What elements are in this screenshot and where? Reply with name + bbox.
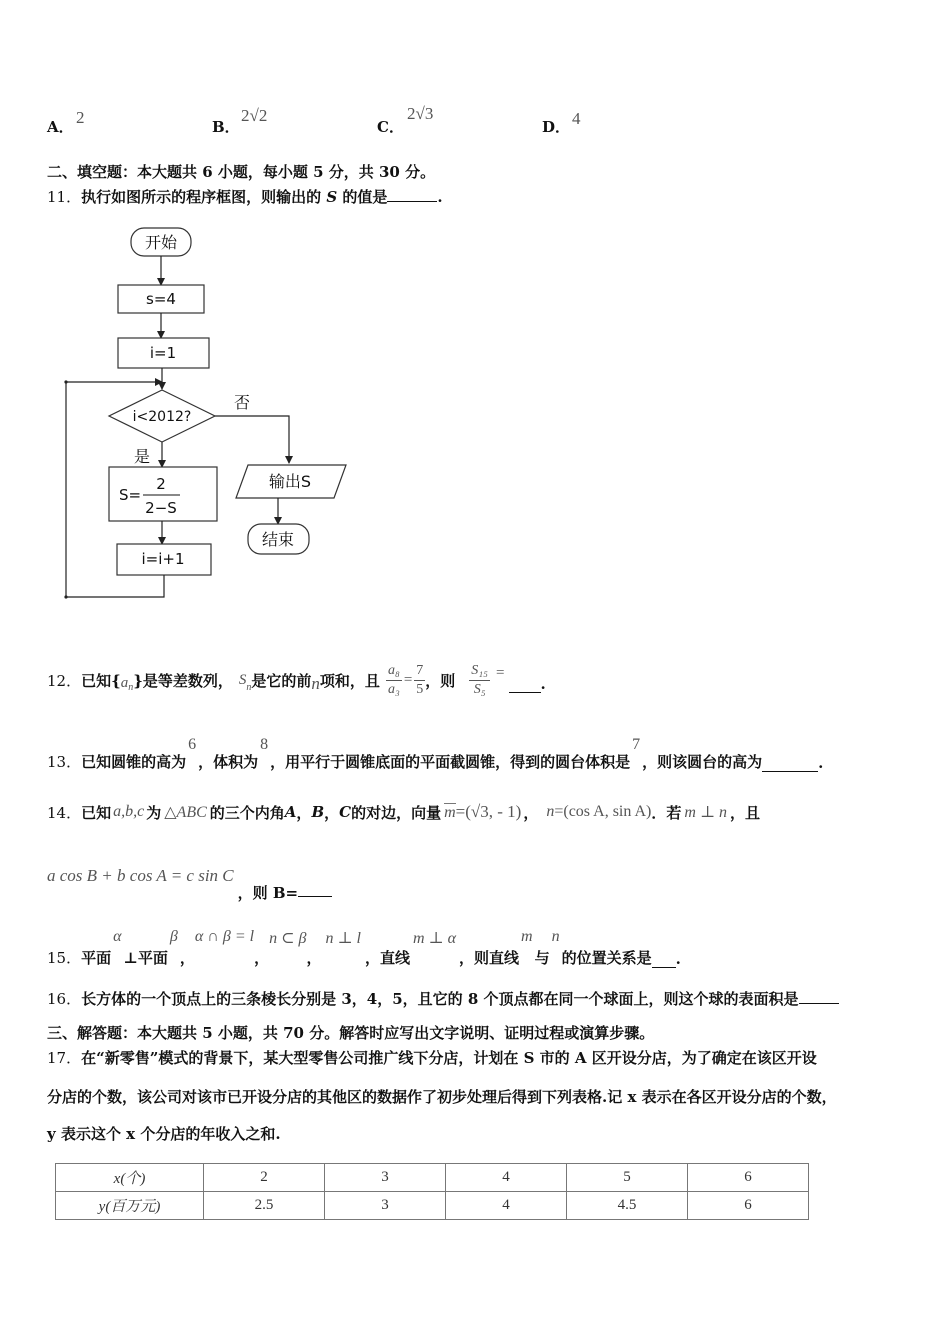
q12-frac2 [414, 662, 425, 699]
q15-alpha: α [113, 928, 122, 945]
q12-an: a [120, 674, 129, 691]
q14-equation: a cos B + b cos A = c sin C [47, 866, 234, 885]
option-d-value: 4 [572, 109, 581, 128]
table-cell: 4 [446, 1192, 567, 1220]
answer-blank [387, 187, 437, 202]
answer-blank [509, 678, 541, 693]
q15-period: . [675, 950, 681, 968]
assign-den: 2−S [145, 499, 177, 517]
q12-sn-sub: n [246, 681, 252, 693]
output-text: 输出S [268, 472, 312, 491]
q13-period: . [818, 754, 824, 772]
table-cell: 5 [567, 1164, 688, 1192]
assign-num: 2 [156, 475, 166, 493]
answer-blank [762, 757, 818, 772]
q14-text: ，则 B= [237, 884, 299, 902]
q12-eq: = [403, 671, 413, 688]
q14-vector-n-value: =(cos A, sin A) [554, 803, 652, 820]
option-d-label: D． [542, 118, 571, 136]
no-label: 否 [233, 393, 251, 412]
table-cell: 6 [688, 1164, 809, 1192]
option-a-label: A． [47, 118, 74, 136]
q14-perp: m ⊥ n [684, 804, 727, 821]
answer-blank [298, 882, 332, 897]
q14-text: ，且 [730, 803, 761, 822]
q12-sn: S [238, 671, 247, 688]
q15-perp-ma: m ⊥ α [413, 930, 456, 947]
q16-text: 长方体的一个顶点上的三条棱长分别是 3，4，5，且它的 8 个顶点都在同一个球面上，则这个球的表面积是 [81, 990, 799, 1008]
q15-text: ⊥平面 [123, 949, 168, 967]
q15-m: m [521, 928, 533, 945]
table-cell: 3 [325, 1192, 446, 1220]
q15-text: ，直线 [364, 949, 410, 967]
s-init-text: s=4 [146, 290, 176, 308]
q13-height: 6 [188, 736, 197, 753]
q12-period: . [540, 675, 546, 693]
q12-frac3 [469, 662, 490, 699]
q14-vector-m: m [444, 803, 456, 821]
answer-blank [652, 953, 676, 968]
question-number: 12． [47, 671, 82, 690]
q15-comma: ， [306, 949, 322, 967]
q13-volume: 8 [260, 736, 269, 753]
frac-den: S₅ [473, 681, 486, 697]
q14-vector-n: n [546, 803, 555, 820]
frac-den: a₃ [387, 681, 400, 697]
question-number: 17． [47, 1049, 82, 1067]
q14-a: A [284, 803, 297, 821]
section-2-header: 二、填空题：本大题共 6 小题，每小题 5 分，共 30 分。 [47, 163, 436, 181]
q12-text: ，则 [425, 671, 456, 690]
option-a-value: 2 [76, 108, 85, 127]
question-17-line-2: 分店的个数，该公司对该市已开设分店的其他区的数据作了初步处理后得到下列表格.记 x 表示在各区开设分店的个数， [47, 1088, 837, 1106]
question-16 [47, 988, 839, 1009]
question-17-line-1 [47, 1047, 817, 1068]
q15-text: 平面 [81, 949, 112, 967]
start-text: 开始 [144, 233, 178, 252]
frac-num: a₈ [386, 662, 402, 681]
q12-text: 是它的前 [251, 671, 312, 690]
q14-c: C [339, 803, 352, 821]
answer-blank [799, 989, 839, 1004]
condition-text: i<2012? [132, 409, 192, 425]
table-cell: 6 [688, 1192, 809, 1220]
increment-text: i=i+1 [141, 550, 185, 568]
q14-text: 已知 [81, 803, 112, 822]
q14-text: 的三个内角 [209, 803, 285, 822]
q14-triangle: △ABC [164, 804, 207, 821]
yes-label: 是 [133, 447, 151, 466]
q12-text: 项和，且 [319, 671, 380, 690]
question-number: 15． [47, 949, 82, 967]
q14-b: B [311, 803, 325, 821]
question-number: 14． [47, 803, 82, 822]
q15-comma: ， [254, 949, 270, 967]
q14-vector-m-value: =(√3, - 1) [455, 802, 522, 821]
table-cell: 2.5 [204, 1192, 325, 1220]
question-12 [47, 650, 546, 710]
question-14-condition [47, 866, 332, 906]
q15-n: n [551, 928, 560, 945]
q12-n: n [311, 674, 320, 693]
q14-text: ．若 [651, 803, 682, 822]
q12-text: }是等差数列， [133, 671, 233, 690]
assign-lhs: S= [118, 486, 142, 504]
q11-var: S [326, 188, 338, 206]
table-cell: 4 [446, 1164, 567, 1192]
frac-den: 5 [416, 681, 424, 697]
option-b-label: B． [212, 118, 240, 136]
q15-text: 与 [534, 949, 550, 967]
question-number: 11． [47, 188, 82, 206]
q12-an-sub: n [128, 681, 134, 693]
q13-frustum-volume: 7 [632, 736, 641, 753]
q12-frac1 [386, 662, 402, 699]
question-number: 16． [47, 990, 82, 1008]
q14-text: 为 [146, 803, 162, 822]
q11-text-b: 的值是 [337, 188, 388, 206]
question-14: 14． 已知 a,b,c 为 △ABC 的三个内角 A ， B ， C 的对边，向量 m =(√3, - 1) ， n =(cos A, sin A) ．若 m ⊥ n ，且 [47, 802, 761, 822]
frac-num: 7 [414, 662, 425, 681]
q15-text: 的位置关系是 [561, 949, 652, 967]
question-11: 11．执行如图所示的程序框图，则输出的 S 的值是 . [47, 188, 443, 206]
table-header-cell: y(百万元) [56, 1192, 204, 1220]
q12-eq: = [496, 664, 505, 681]
q15-beta: β [169, 928, 178, 945]
i-init-text: i=1 [149, 344, 177, 362]
table-row [56, 1192, 809, 1220]
q15-text: ，则直线 [459, 949, 520, 967]
table-row [56, 1164, 809, 1192]
table-header-cell: x(个) [56, 1164, 204, 1192]
q13-text: ，则该圆台的高为 [642, 753, 763, 771]
table-cell: 3 [325, 1164, 446, 1192]
q15-comma: ， [179, 949, 195, 967]
option-b-value: 2√2 [241, 106, 268, 125]
q13-text: ，体积为 [198, 753, 259, 771]
q15-subset: n ⊂ β [269, 930, 307, 947]
q14-text: ， [523, 803, 539, 822]
question-13 [47, 736, 823, 772]
q15-intersection: α ∩ β = l [194, 928, 255, 945]
table-cell: 4.5 [567, 1192, 688, 1220]
table-cell: 2 [204, 1164, 325, 1192]
flowchart [0, 0, 360, 620]
frac-num: S₁₅ [469, 662, 490, 681]
end-text: 结束 [261, 530, 295, 549]
q15-perp-nl: n ⊥ l [325, 930, 361, 947]
q14-text: 的对边，向量 [351, 803, 442, 822]
q11-text: 执行如图所示的程序框图，则输出的 [81, 188, 327, 206]
q13-text: ，用平行于圆锥底面的平面截圆锥，得到的圆台体积是 [270, 753, 631, 771]
q13-text: 已知圆锥的高为 [81, 753, 187, 771]
question-15 [47, 928, 681, 968]
option-c-value: 2√3 [407, 104, 434, 123]
q12-text: 已知{ [81, 671, 121, 690]
section-3-header: 三、解答题：本大题共 5 小题，共 70 分。解答时应写出文字说明、证明过程或演算步骤。 [47, 1024, 655, 1042]
option-c-label: C． [377, 118, 404, 136]
q14-abc: a,b,c [113, 803, 145, 820]
q17-text: 在“新零售”模式的背景下，某大型零售公司推广线下分店，计划在 S 市的 A 区开设分店，为了确定在该区开设 [81, 1049, 817, 1067]
question-number: 13． [47, 753, 82, 771]
question-17-line-3: y 表示这个 x 个分店的年收入之和. [47, 1125, 281, 1143]
data-table [55, 1163, 809, 1220]
